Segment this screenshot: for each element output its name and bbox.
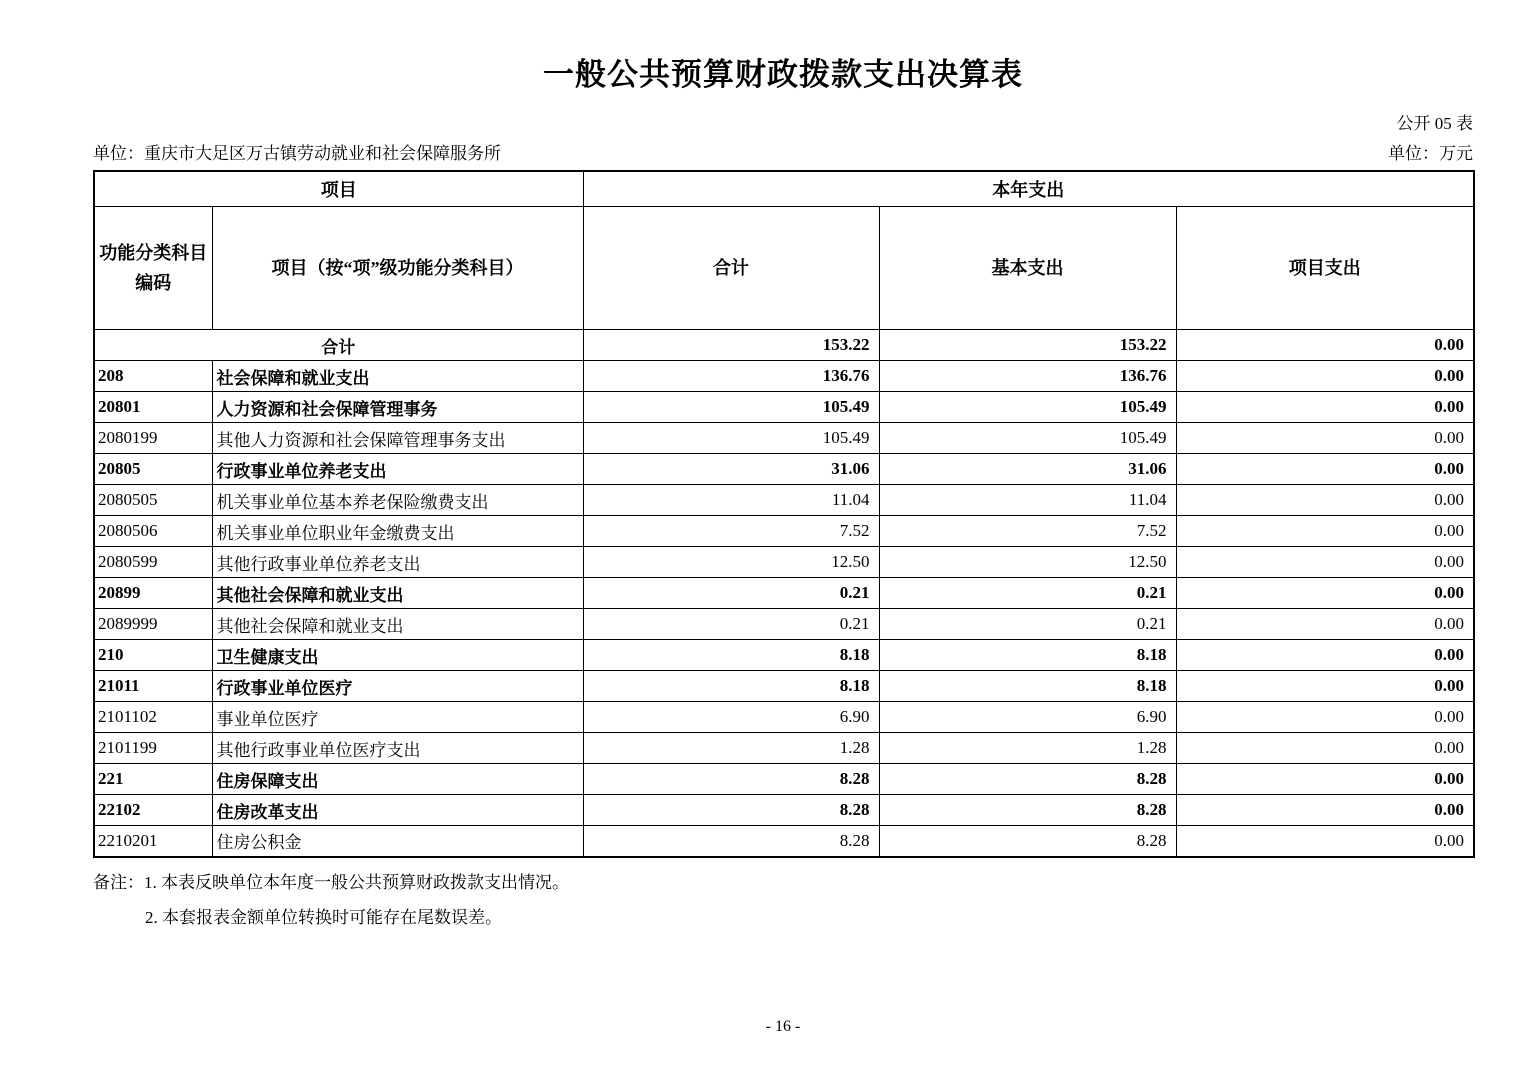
- page-number: - 16 -: [765, 1018, 801, 1035]
- table-row: [94, 485, 1474, 516]
- cell-basic-expenditure: 8.28: [879, 764, 1176, 795]
- cell-basic-expenditure: 6.90: [879, 702, 1176, 733]
- cell-total: 8.28: [583, 795, 879, 826]
- cell-basic-expenditure: 12.50: [879, 547, 1176, 578]
- cell-basic-expenditure: 8.28: [879, 795, 1176, 826]
- cell-function-code: 2089999: [94, 609, 212, 640]
- cell-total: 136.76: [583, 361, 879, 392]
- notes-section: [93, 865, 1473, 935]
- budget-table: [93, 170, 1475, 858]
- table-row: [94, 609, 1474, 640]
- cell-function-code: 20805: [94, 454, 212, 485]
- header-col-function-code: [94, 207, 212, 330]
- cell-function-code: 210: [94, 640, 212, 671]
- cell-project-expenditure: 0.00: [1176, 485, 1474, 516]
- form-number-label: 公开 05 表: [1396, 114, 1473, 133]
- cell-item-name: 人力资源和社会保障管理事务: [212, 392, 583, 423]
- cell-project-expenditure: 0.00: [1176, 392, 1474, 423]
- table-row: [94, 640, 1474, 671]
- cell-item-name: 其他社会保障和就业支出: [212, 578, 583, 609]
- cell-item-name: 事业单位医疗: [212, 702, 583, 733]
- cell-basic-expenditure: 153.22: [879, 330, 1176, 361]
- header-col-project: 项目支出: [1176, 207, 1474, 330]
- function-code-line-1: 功能分类科目: [99, 243, 208, 263]
- cell-basic-expenditure: 8.18: [879, 640, 1176, 671]
- cell-function-code: 2080599: [94, 547, 212, 578]
- table-row: [94, 733, 1474, 764]
- table-row: [94, 423, 1474, 454]
- cell-item-name: 住房公积金: [212, 826, 583, 857]
- note-line-1: [93, 865, 1473, 900]
- cell-function-code: 2101102: [94, 702, 212, 733]
- cell-total: 8.18: [583, 640, 879, 671]
- cell-project-expenditure: 0.00: [1176, 454, 1474, 485]
- table-row: [94, 454, 1474, 485]
- function-code-line-2: 编码: [135, 273, 172, 293]
- cell-basic-expenditure: 136.76: [879, 361, 1176, 392]
- cell-total: 105.49: [583, 392, 879, 423]
- cell-total: 12.50: [583, 547, 879, 578]
- table-row: [94, 671, 1474, 702]
- cell-project-expenditure: 0.00: [1176, 702, 1474, 733]
- cell-function-code: 20899: [94, 578, 212, 609]
- cell-basic-expenditure: 7.52: [879, 516, 1176, 547]
- cell-project-expenditure: 0.00: [1176, 423, 1474, 454]
- cell-function-code: 21011: [94, 671, 212, 702]
- cell-project-expenditure: 0.00: [1176, 547, 1474, 578]
- cell-item-name: 住房改革支出: [212, 795, 583, 826]
- header-col-item: 项目（按“项”级功能分类科目）: [212, 207, 583, 330]
- cell-item-name: 其他人力资源和社会保障管理事务支出: [212, 423, 583, 454]
- cell-item-name: 其他社会保障和就业支出: [212, 609, 583, 640]
- cell-project-expenditure: 0.00: [1176, 578, 1474, 609]
- org-unit-label: 单位：重庆市大足区万古镇劳动就业和社会保障服务所: [93, 144, 501, 163]
- cell-total: 0.21: [583, 578, 879, 609]
- cell-total: 8.18: [583, 671, 879, 702]
- cell-item-name: 行政事业单位养老支出: [212, 454, 583, 485]
- cell-function-code: 2080506: [94, 516, 212, 547]
- cell-basic-expenditure: 31.06: [879, 454, 1176, 485]
- notes-prefix: 备注：: [93, 872, 144, 892]
- cell-item-name: 卫生健康支出: [212, 640, 583, 671]
- cell-basic-expenditure: 105.49: [879, 423, 1176, 454]
- header-col-total: 合计: [583, 207, 879, 330]
- total-row: [94, 330, 1474, 361]
- cell-basic-expenditure: 0.21: [879, 578, 1176, 609]
- table-row: [94, 547, 1474, 578]
- cell-function-code: 208: [94, 361, 212, 392]
- cell-project-expenditure: 0.00: [1176, 361, 1474, 392]
- table-row: [94, 578, 1474, 609]
- table-row: [94, 392, 1474, 423]
- table-row: [94, 826, 1474, 857]
- cell-item-name: 其他行政事业单位医疗支出: [212, 733, 583, 764]
- cell-function-code: 2080505: [94, 485, 212, 516]
- cell-item-name: 机关事业单位职业年金缴费支出: [212, 516, 583, 547]
- cell-item-name: 其他行政事业单位养老支出: [212, 547, 583, 578]
- table-row: [94, 702, 1474, 733]
- page-title: 一般公共预算财政拨款支出决算表: [543, 57, 1023, 92]
- table-row: [94, 361, 1474, 392]
- header-col-basic: 基本支出: [879, 207, 1176, 330]
- cell-total: 31.06: [583, 454, 879, 485]
- cell-total: 0.21: [583, 609, 879, 640]
- header-columns-row: [94, 207, 1474, 330]
- cell-total: 8.28: [583, 764, 879, 795]
- cell-function-code: 2080199: [94, 423, 212, 454]
- cell-total: 153.22: [583, 330, 879, 361]
- cell-project-expenditure: 0.00: [1176, 609, 1474, 640]
- cell-basic-expenditure: 11.04: [879, 485, 1176, 516]
- cell-total: 1.28: [583, 733, 879, 764]
- header-group-row: [94, 171, 1474, 207]
- cell-basic-expenditure: 0.21: [879, 609, 1176, 640]
- cell-item-name: 社会保障和就业支出: [212, 361, 583, 392]
- table-row: [94, 516, 1474, 547]
- cell-project-expenditure: 0.00: [1176, 640, 1474, 671]
- cell-function-code: 221: [94, 764, 212, 795]
- cell-function-code: 22102: [94, 795, 212, 826]
- note-line-2: 2. 本套报表金额单位转换时可能存在尾数误差。: [145, 907, 502, 927]
- table-row: [94, 764, 1474, 795]
- note-text-1: 1. 本表反映单位本年度一般公共预算财政拨款支出情况。: [144, 872, 569, 892]
- cell-project-expenditure: 0.00: [1176, 733, 1474, 764]
- cell-function-code: 20801: [94, 392, 212, 423]
- header-group-current-year: 本年支出: [583, 171, 1474, 207]
- cell-total: 7.52: [583, 516, 879, 547]
- cell-item-name: 行政事业单位医疗: [212, 671, 583, 702]
- cell-basic-expenditure: 8.28: [879, 826, 1176, 857]
- cell-total: 8.28: [583, 826, 879, 857]
- cell-total: 11.04: [583, 485, 879, 516]
- cell-project-expenditure: 0.00: [1176, 795, 1474, 826]
- cell-total: 6.90: [583, 702, 879, 733]
- cell-basic-expenditure: 1.28: [879, 733, 1176, 764]
- cell-total: 105.49: [583, 423, 879, 454]
- header-group-project: 项目: [94, 171, 583, 207]
- cell-function-code: 2101199: [94, 733, 212, 764]
- cell-basic-expenditure: 8.18: [879, 671, 1176, 702]
- cell-project-expenditure: 0.00: [1176, 826, 1474, 857]
- table-row: [94, 795, 1474, 826]
- cell-item-name: 住房保障支出: [212, 764, 583, 795]
- cell-project-expenditure: 0.00: [1176, 330, 1474, 361]
- cell-project-expenditure: 0.00: [1176, 516, 1474, 547]
- meta-row: [93, 142, 1473, 166]
- document-content: [93, 0, 1473, 935]
- table-body: [94, 330, 1474, 857]
- cell-project-expenditure: 0.00: [1176, 671, 1474, 702]
- currency-unit-label: 单位：万元: [1388, 144, 1473, 163]
- cell-function-code: 2210201: [94, 826, 212, 857]
- cell-basic-expenditure: 105.49: [879, 392, 1176, 423]
- cell-item-name: 机关事业单位基本养老保险缴费支出: [212, 485, 583, 516]
- cell-project-expenditure: 0.00: [1176, 764, 1474, 795]
- cell-item-name: 合计: [94, 330, 583, 361]
